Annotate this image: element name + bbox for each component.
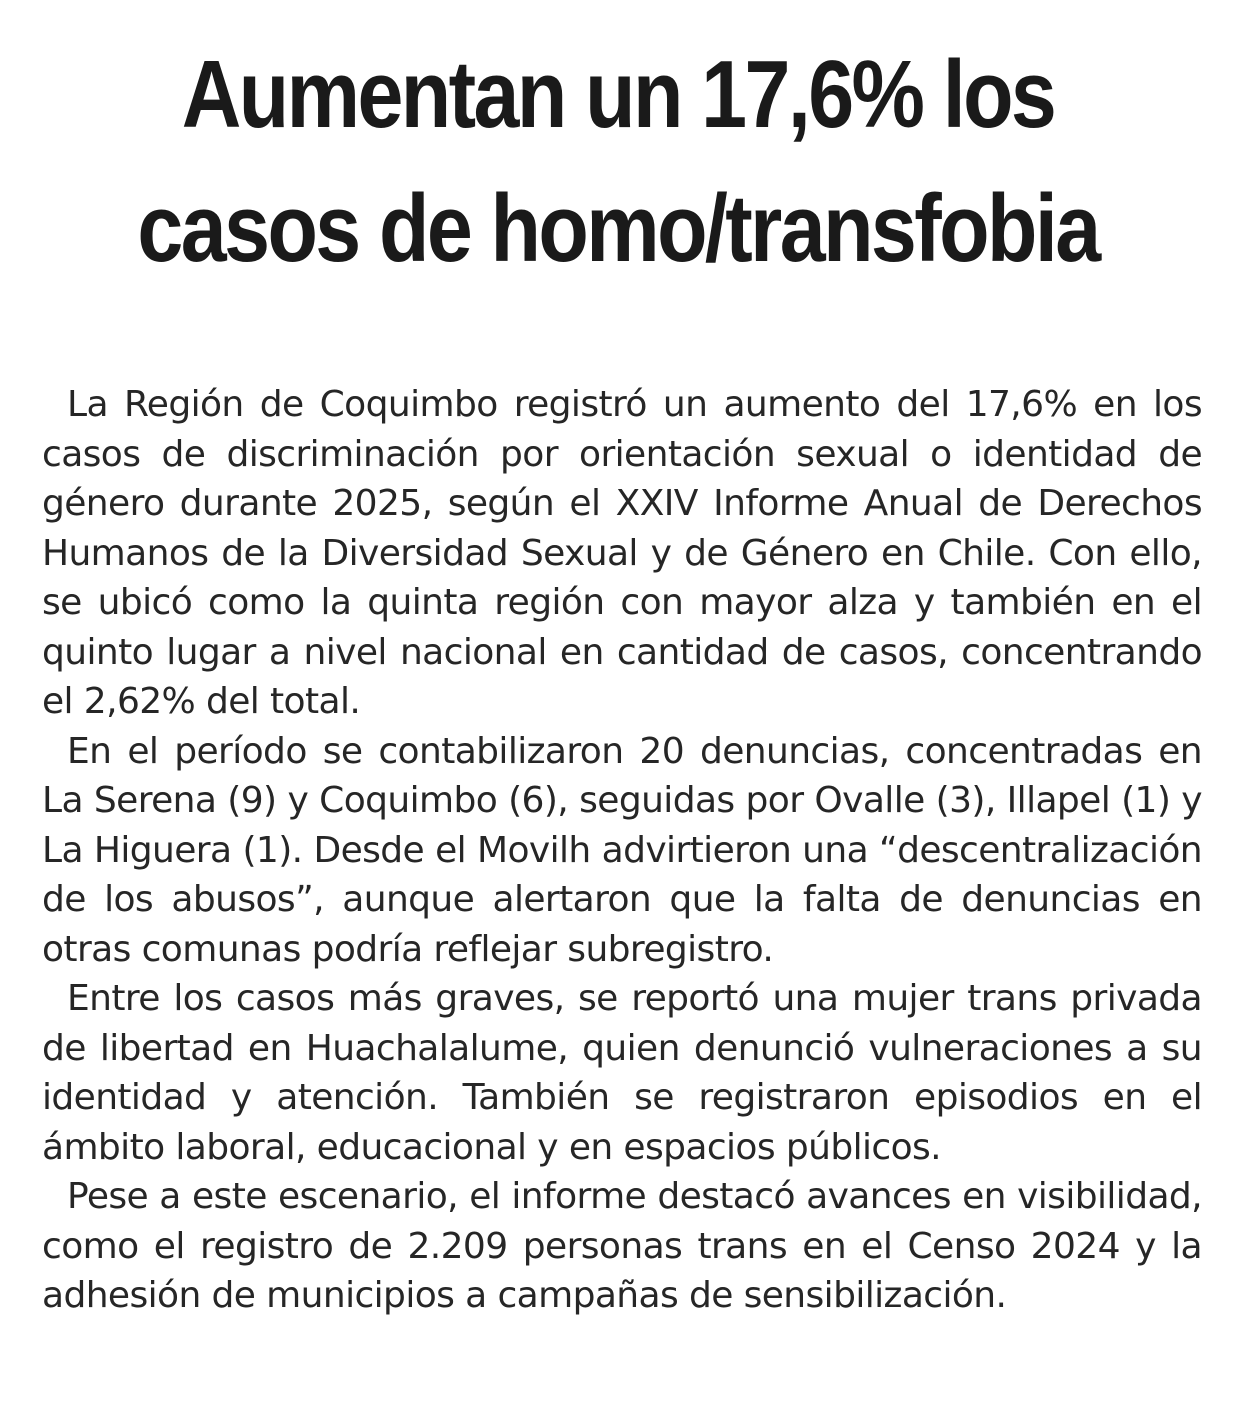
body-paragraph: Pese a este escenario, el informe destacó avances en visibilidad, como el registro de 2.209 personas trans en el Censo 2024 y la adhesión de municipios a campañas de sensibilización. <box>42 1176 1202 1316</box>
headline-line-2: casos de homo/transfobia <box>137 175 1099 282</box>
article-headline <box>121 28 1115 296</box>
body-paragraph: La Región de Coquimbo registró un aumento del 17,6% en los casos de discriminación por orientación sexual o identidad de género durante 2025, según el XXIV Informe Anual de Derechos Humanos de la Diversidad Sexual y de Género en Chile. Con ello, se ubicó como la quinta región con mayor alza y también en el quinto lugar a nivel nacional en cantidad de casos, concentrando el 2,62% del total. <box>42 384 1202 722</box>
article-body <box>42 380 1202 1321</box>
body-paragraph: Entre los casos más graves, se reportó una mujer trans privada de libertad en Huachalalume, quien denunció vulneraciones a su identidad y atención. También se registraron episodios en el ámbito laboral, educacional y en espacios públicos. <box>42 978 1202 1168</box>
body-paragraph: En el período se contabilizaron 20 denuncias, concentradas en La Serena (9) y Coquimbo (6), seguidas por Ovalle (3), Illapel (1) y La Higuera (1). Desde el Movilh advirtieron una “descentralización de los abusos”, aunque alertaron que la falta de denuncias en otras comunas podría reflejar subregistro. <box>42 730 1202 970</box>
headline-line-1: Aumentan un 17,6% los <box>181 41 1055 148</box>
